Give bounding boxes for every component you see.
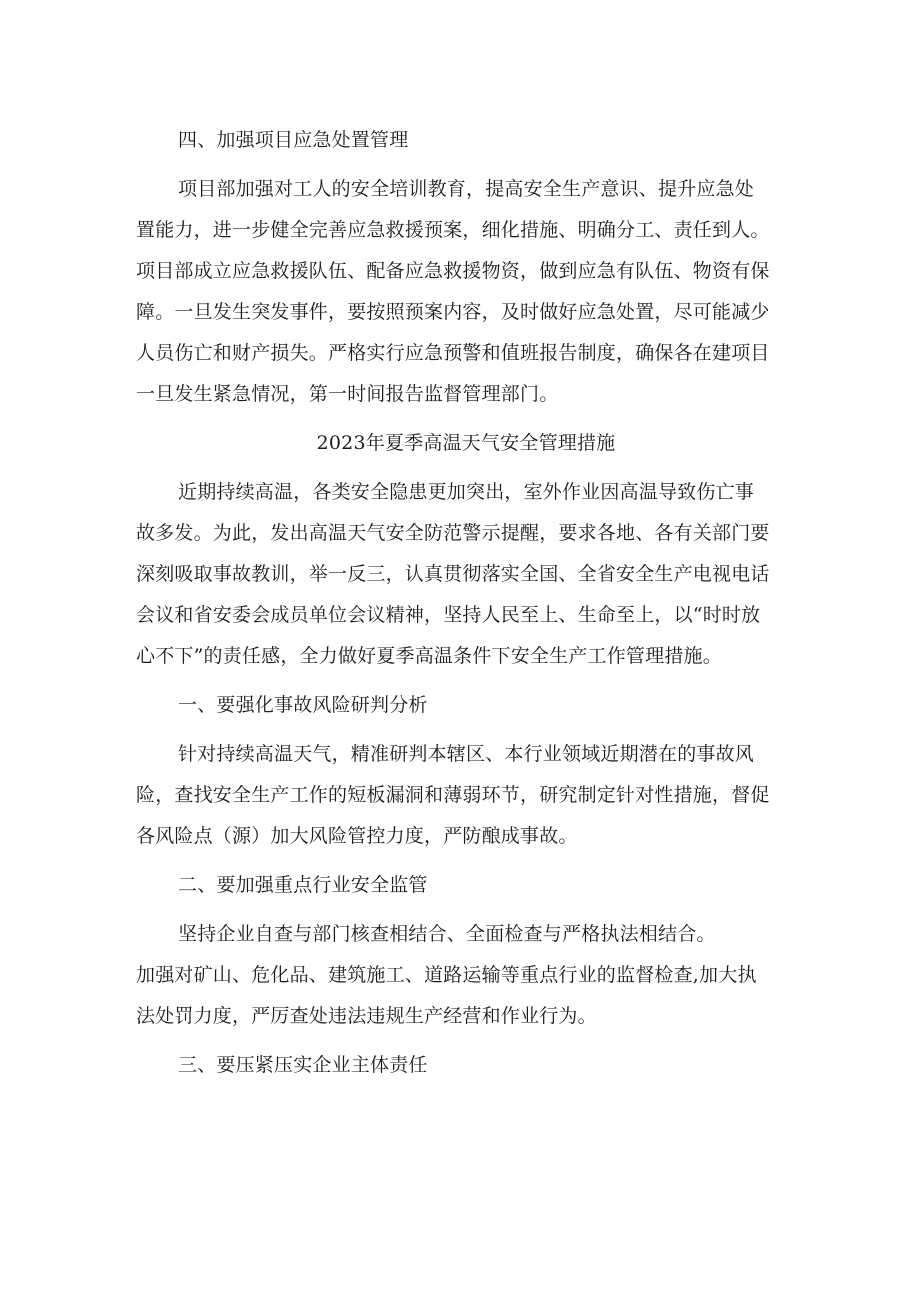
text-line: 法处罚力度，严厉查处违法违规生产经营和作业行为。 xyxy=(136,1005,597,1027)
text-line: 心不下”的责任感，全力做好夏季高温条件下安全生产工作管理措施。 xyxy=(136,645,722,667)
text-line: 坚持企业自查与部门核查相结合、全面检查与严格执法相结合。 xyxy=(178,923,716,945)
document-title: 2023年夏季高温天气安全管理措施 xyxy=(316,432,616,454)
text-line: 各风险点（源）加大风险管控力度，严防酿成事故。 xyxy=(136,825,578,847)
section-heading-3: 三、要压紧压实企业主体责任 xyxy=(178,1054,428,1076)
section-heading-2: 二、要加强重点行业安全监管 xyxy=(178,874,428,896)
section-heading-4: 四、加强项目应急处置管理 xyxy=(178,129,409,151)
paragraph-intro xyxy=(136,472,796,677)
document-page xyxy=(136,112,796,1094)
text-line: 项目部加强对工人的安全培训教育，提高安全生产意识、提升应急处 xyxy=(178,178,755,200)
text-line: 故多发。为此，发出高温天气安全防范警示提醒，要求各地、各有关部门要 xyxy=(136,522,770,544)
section-heading-1: 一、要强化事故风险研判分析 xyxy=(178,694,428,716)
text-line: 障。一旦发生突发事件，要按照预案内容，及时做好应急处置，尽可能减少 xyxy=(136,301,770,323)
text-line: 险，查找安全生产工作的短板漏洞和薄弱环节，研究制定针对性措施，督促 xyxy=(136,784,770,806)
text-line: 人员伤亡和财产损失。严格实行应急预警和值班报告制度，确保各在建项目 xyxy=(136,342,770,364)
text-line: 针对持续高温天气，精准研判本辖区、本行业领域近期潜在的事故风 xyxy=(178,743,755,765)
paragraph-emergency-management xyxy=(136,169,796,415)
text-line: 置能力，进一步健全完善应急救援预案，细化措施、明确分工、责任到人。 xyxy=(136,219,770,241)
text-line: 加强对矿山、危化品、建筑施工、道路运输等重点行业的监督检查,加大执 xyxy=(136,964,757,986)
text-line: 会议和省安委会成员单位会议精神，坚持人民至上、生命至上，以“时时放 xyxy=(136,604,761,626)
text-line: 近期持续高温，各类安全隐患更加突出，室外作业因高温导致伤亡事 xyxy=(178,481,755,503)
text-line: 项目部成立应急救援队伍、配备应急救援物资，做到应急有队伍、物资有保 xyxy=(136,260,770,282)
paragraph-industry-supervision xyxy=(136,914,796,1037)
text-line: 一旦发生紧急情况，第一时间报告监督管理部门。 xyxy=(136,383,559,405)
paragraph-risk-analysis xyxy=(136,734,796,857)
text-line: 深刻吸取事故教训，举一反三，认真贯彻落实全国、全省安全生产电视电话 xyxy=(136,563,770,585)
